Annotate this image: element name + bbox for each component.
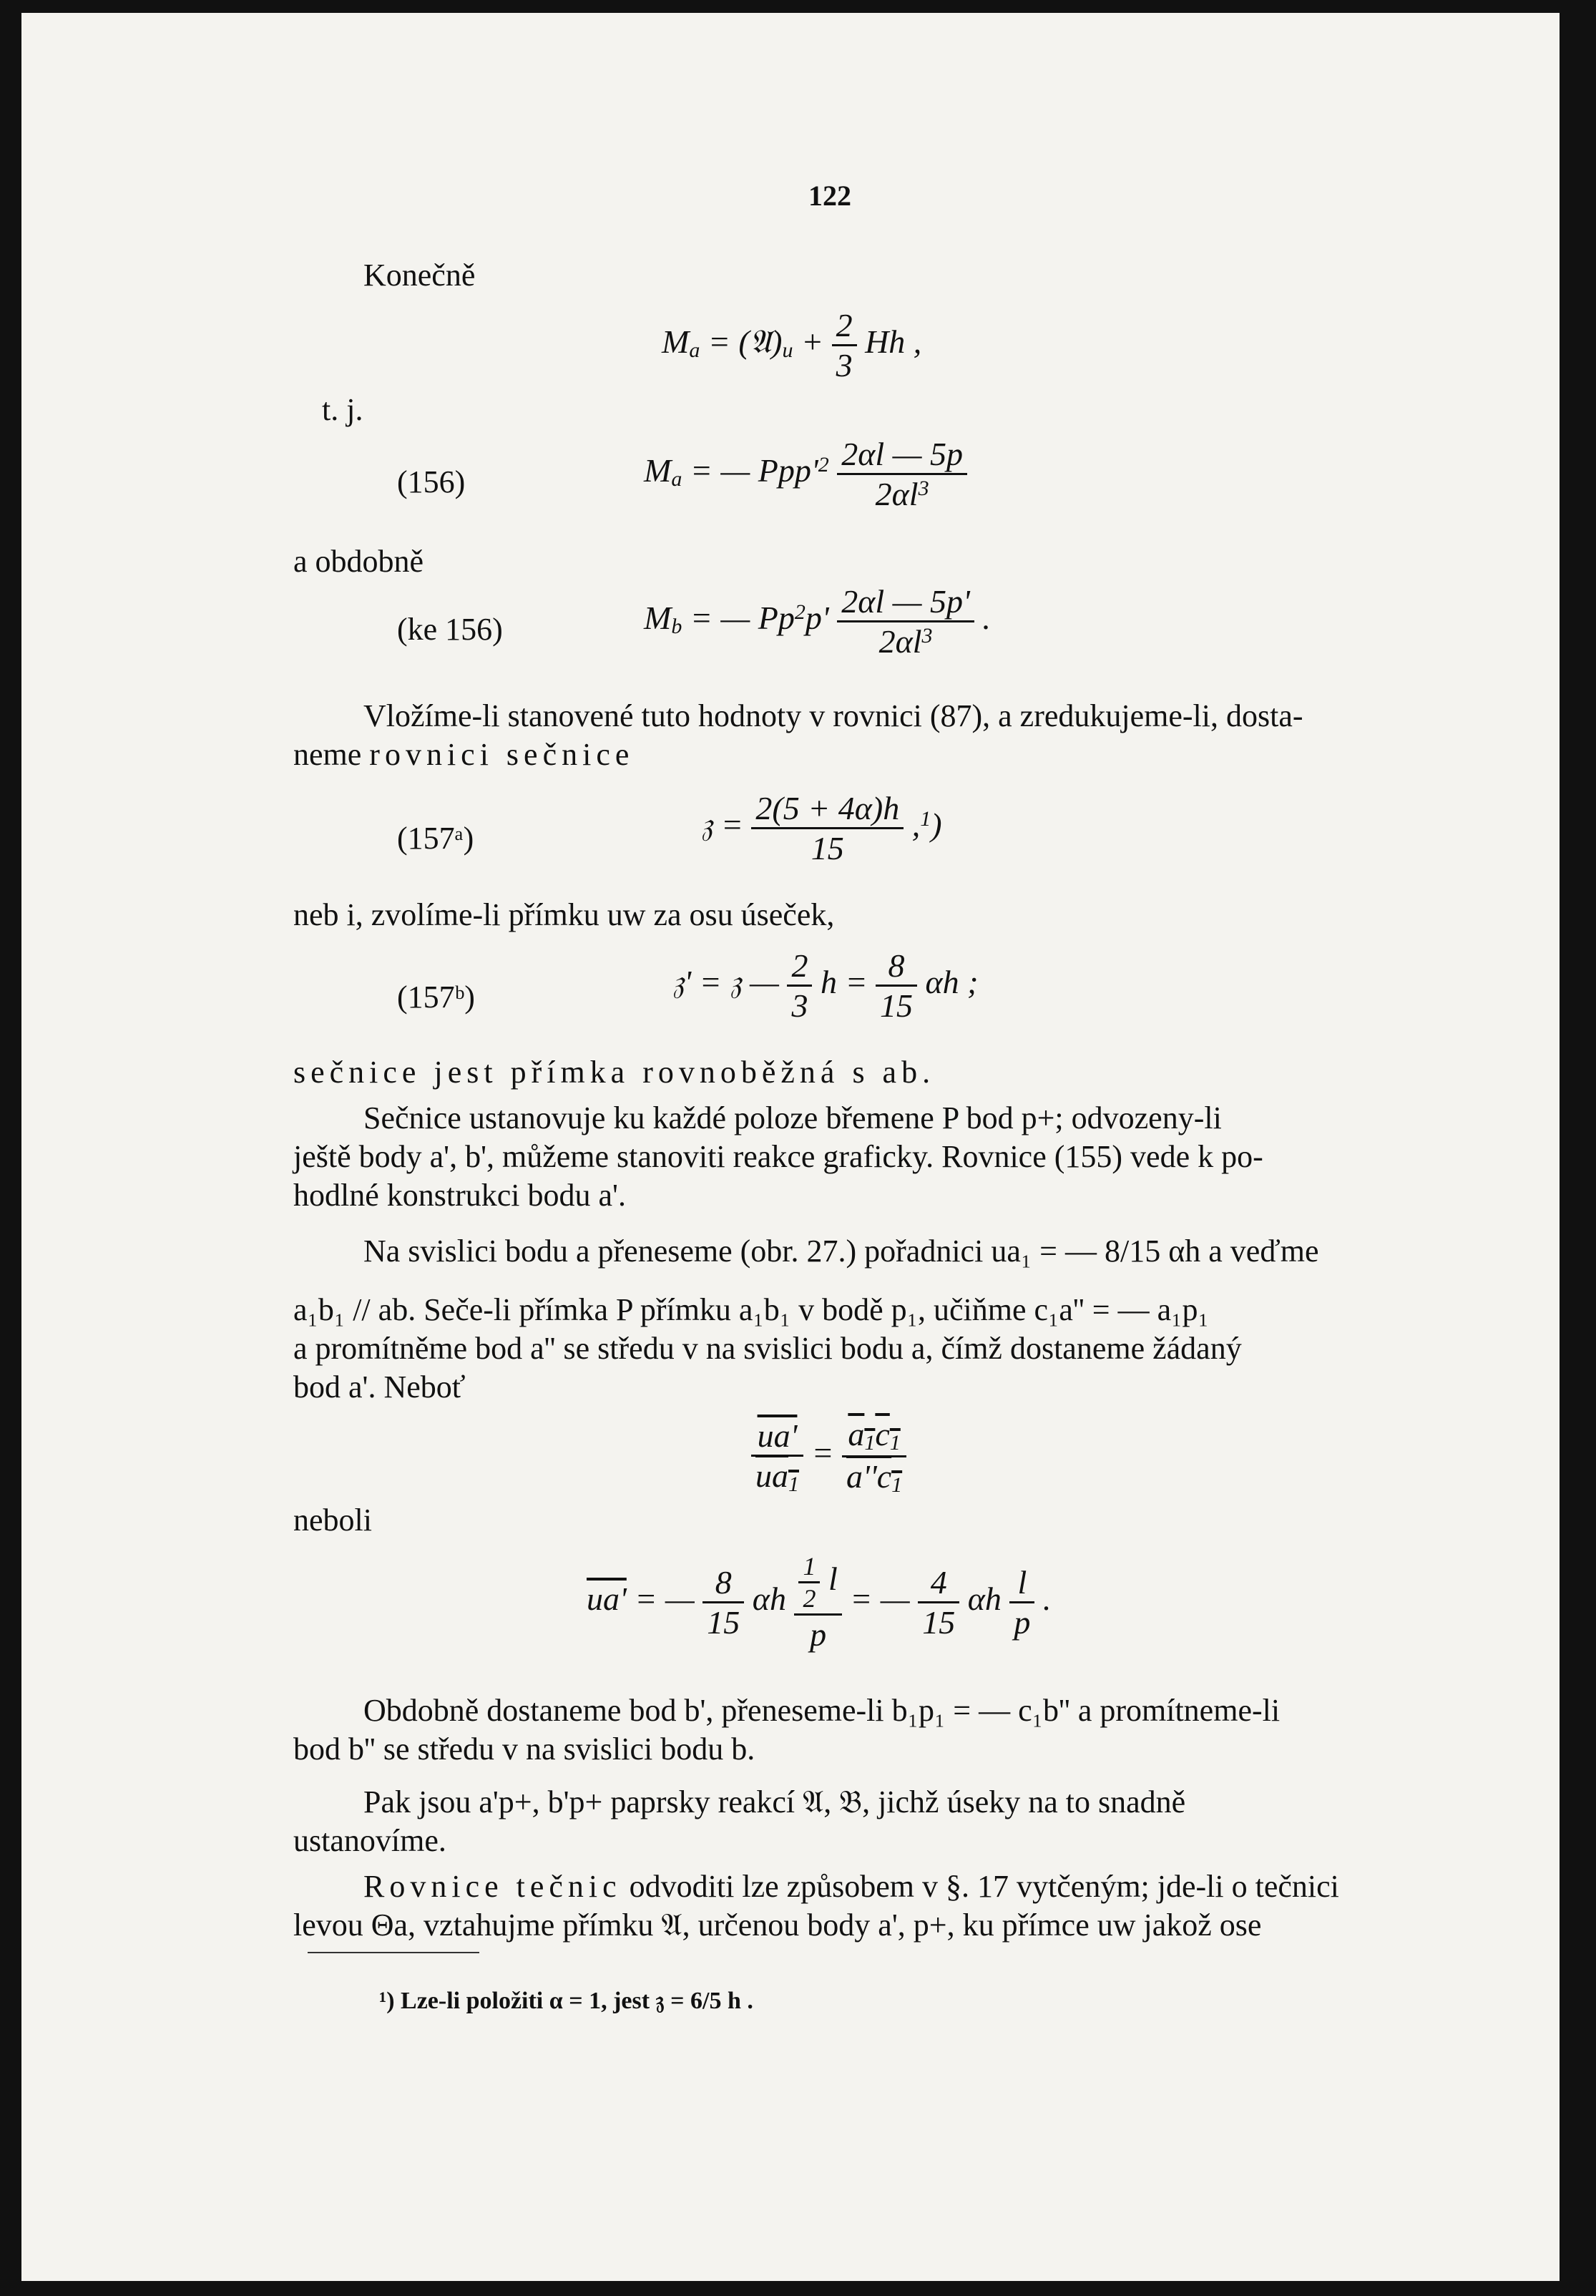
equation-ma-sum: $M_a$ = $(𝔄)_u$ + $\frac{2}{3}$ Hh ,	[662, 307, 922, 384]
equation-157b: 𝔷' = 𝔷 — $\frac{2}{3}$ h = $\frac{8}{15}$ αh ;	[672, 947, 979, 1024]
neboli-text: neboli	[293, 1503, 372, 1538]
paragraph-3-line-2: ještě body a', b', můžeme stanoviti reakce graficky. Rovnice (155) vede k po-	[293, 1139, 1263, 1174]
secnice-statement: sečnice jest přímka rovnoběžná s ab.	[293, 1055, 936, 1090]
paragraph-6-line-2: ustanovíme.	[293, 1823, 446, 1858]
equation-156: $M_a$ = — $Ppp'^2$ $\frac{2\alpha l — 5p}{2\alpha l^3}$	[644, 435, 967, 513]
intro-text: Konečně	[363, 258, 476, 293]
equation-ke156: $M_b$ = — Pp$^2$p' $\frac{2\alpha l — 5p'}{2\alpha l^3}$ .	[644, 583, 991, 660]
paragraph-2: neb i, zvolíme-li přímku uw za osu úseček,	[293, 897, 835, 932]
page-number: 122	[808, 180, 851, 212]
footnote: ¹) Lze-li položiti α = 1, jest 𝔷 = 6/5 h .	[379, 1988, 753, 2014]
paragraph-6-line-1: Pak jsou a'p+, b'p+ paprsky reakcí 𝔄, 𝔅, jichž úseky na to snadně	[363, 1784, 1186, 1819]
footnote-divider	[308, 1952, 479, 1953]
spaced-term-rovnice-tecnic: Rovnice tečnic	[363, 1869, 622, 1904]
equation-tag-ke156: (ke 156)	[397, 612, 503, 647]
paragraph-7-rest: odvoditi lze způsobem v §. 17 vytčeným; jde-li o tečnici	[621, 1869, 1339, 1904]
equation-tag-156: (156)	[397, 464, 466, 499]
paragraph-1-prefix: neme	[293, 737, 370, 772]
paragraph-7-line-2: levou Θa, vztahujme přímku 𝔄, určenou body a', p+, ku přímce uw jakož ose	[293, 1907, 1262, 1943]
paragraph-4-line-2: a₁b₁ // ab. Seče-li přímka P přímku a₁b₁ v bodě p₁, učiňme c₁a'' = — a₁p₁	[293, 1292, 1209, 1327]
equation-ratio: $\frac{ua'}{ua_1}$ = $\frac{a_1c_1}{a''c_1}$	[751, 1415, 906, 1498]
paragraph-4-line-3: a promítněme bod a'' se středu v na svislici bodu a, čímž dostaneme žádaný	[293, 1331, 1242, 1366]
paragraph-7-line-1	[363, 1867, 1339, 1906]
paragraph-3-line-1: Sečnice ustanovuje ku každé poloze břemene P bod p+; odvozeny-li	[363, 1100, 1222, 1135]
paragraph-5-line-2: bod b'' se středu v na svislici bodu b.	[293, 1731, 755, 1767]
spaced-term-rovnici-secnice: rovnici sečnice	[369, 737, 635, 772]
page	[21, 13, 1560, 2281]
paragraph-4-line-4: bod a'. Neboť	[293, 1369, 466, 1405]
equation-tag-157a: (157ᵃ)	[397, 821, 474, 856]
paragraph-4-line-1: Na svislici bodu a přeneseme (obr. 27.) pořadnici ua₁ = — 8/15 αh a veďme	[363, 1234, 1319, 1269]
paragraph-3-line-3: hodlné konstrukci bodu a'.	[293, 1178, 626, 1213]
paragraph-1-line-2	[293, 736, 634, 774]
equation-final: ua' = — $\frac{8}{15}$ αh $\frac{1}{2}$ l p = — $\frac{4}{15}$ αh $\frac{l}{p}$ .	[587, 1552, 1052, 1653]
paragraph-5-line-1: Obdobně dostaneme bod b', přeneseme-li b₁p₁ = — c₁b'' a promítneme-li	[363, 1693, 1281, 1728]
obdobne-text: a obdobně	[293, 544, 424, 579]
tj-text: t. j.	[322, 392, 363, 427]
paragraph-1-line-1: Vložíme-li stanovené tuto hodnoty v rovnici (87), a zredukujeme-li, dosta-	[363, 698, 1303, 733]
equation-tag-157b: (157ᵇ)	[397, 980, 475, 1015]
equation-157a: 𝔷 = $\frac{2(5 + 4\alpha)h}{15}$ ,$^1$)	[701, 790, 942, 866]
